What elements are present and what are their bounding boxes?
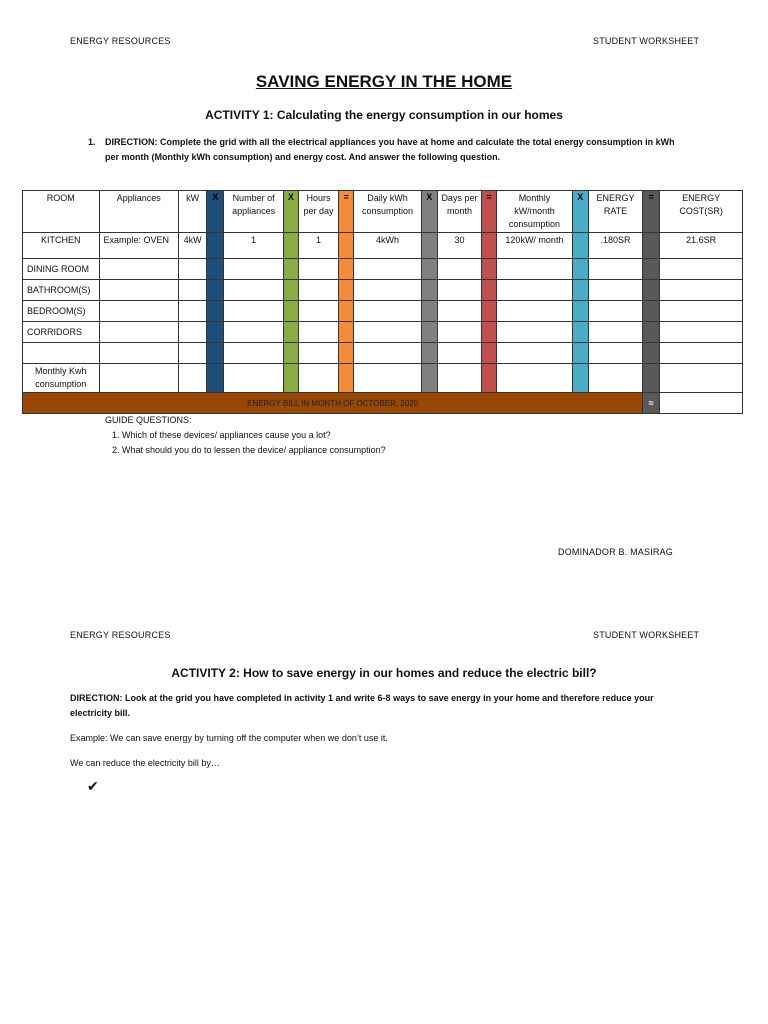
energy-bill-value[interactable] bbox=[660, 393, 743, 414]
cell-room bbox=[23, 343, 100, 364]
author-name: DOMINADOR B. MASIRAG bbox=[558, 547, 674, 557]
table-row-bill bbox=[23, 393, 743, 414]
col-header-appliances: Appliances bbox=[99, 191, 179, 233]
cell-monthly-example: 120kW/ month bbox=[497, 233, 573, 259]
table-row-example bbox=[23, 233, 743, 259]
col-header-monthly: Monthly kW/month consumption bbox=[497, 191, 573, 233]
direction-label: DIRECTION bbox=[105, 137, 155, 147]
cell-monthly-kwh-label: Monthly Kwh consumption bbox=[23, 364, 100, 393]
page2-header-left: ENERGY RESOURCES bbox=[70, 630, 171, 640]
col-header-days: Days per month bbox=[437, 191, 481, 233]
check-mark-icon: ✔ bbox=[87, 778, 99, 794]
table-row bbox=[23, 259, 743, 280]
cell-appliance-example: Example: OVEN bbox=[99, 233, 179, 259]
table-row bbox=[23, 301, 743, 322]
col-header-cost: ENERGY COST(SR) bbox=[660, 191, 743, 233]
col-header-hours: Hours per day bbox=[298, 191, 338, 233]
operator-multiply-3: X bbox=[421, 191, 437, 233]
cell-room: BEDROOM(S) bbox=[23, 301, 100, 322]
col-header-room: ROOM bbox=[23, 191, 100, 233]
direction-text-line1: Look at the grid you have completed in activity 1 and write 6-8 ways to save energy in your home and therefore reduce your bbox=[122, 693, 654, 703]
energy-consumption-grid bbox=[22, 190, 743, 414]
direction-text-line1: : Complete the grid with all the electrical appliances you have at home and calculate the total energy consumption in kWh bbox=[154, 137, 675, 147]
col-header-kw: kW bbox=[179, 191, 207, 233]
operator-multiply-1: X bbox=[207, 191, 224, 233]
table-row bbox=[23, 322, 743, 343]
col-header-rate: ENERGY RATE bbox=[588, 191, 642, 233]
table-row bbox=[23, 343, 743, 364]
operator-equals-2: = bbox=[482, 191, 497, 233]
operator-equals-1: = bbox=[339, 191, 354, 233]
activity2-title: ACTIVITY 2: How to save energy in our homes and reduce the electric bill? bbox=[171, 666, 597, 680]
direction-number: 1. bbox=[88, 137, 96, 147]
page1-header-right: STUDENT WORKSHEET bbox=[593, 36, 700, 46]
table-row-total bbox=[23, 364, 743, 393]
guide-question-item: 1. Which of these devices/ appliances cause you a lot? bbox=[122, 428, 386, 443]
guide-questions bbox=[105, 413, 386, 458]
cell-cost-example: 21.6SR bbox=[660, 233, 743, 259]
activity2-direction bbox=[70, 691, 710, 721]
cell-daily-example: 4kWh bbox=[354, 233, 421, 259]
cell-rate-example: .180SR bbox=[588, 233, 642, 259]
activity1-direction bbox=[105, 135, 725, 165]
operator-approx: ≈ bbox=[643, 393, 660, 414]
col-header-number: Number of appliances bbox=[224, 191, 283, 233]
operator-equals-3: = bbox=[643, 191, 660, 233]
col-header-daily: Daily kWh consumption bbox=[354, 191, 421, 233]
page1-header-left: ENERGY RESOURCES bbox=[70, 36, 171, 46]
guide-questions-title: GUIDE QUESTIONS: bbox=[105, 415, 192, 425]
cell-kw-example: 4kW bbox=[179, 233, 207, 259]
page-title: SAVING ENERGY IN THE HOME bbox=[255, 72, 513, 91]
direction-label: DIRECTION: bbox=[70, 693, 123, 703]
cell-hours-example: 1 bbox=[298, 233, 338, 259]
direction-text-line2: per month (Monthly kWh consumption) and energy cost. And answer the following question. bbox=[105, 152, 501, 162]
cell-room: DINING ROOM bbox=[23, 259, 100, 280]
page2-header-right: STUDENT WORKSHEET bbox=[593, 630, 700, 640]
table-row bbox=[23, 280, 743, 301]
cell-days-example: 30 bbox=[437, 233, 481, 259]
direction-text-line2: electricity bill. bbox=[70, 708, 131, 718]
cell-number-example: 1 bbox=[224, 233, 283, 259]
table-header-row bbox=[23, 191, 743, 233]
operator-multiply-2: X bbox=[283, 191, 298, 233]
answer-prompt: We can reduce the electricity bill by… bbox=[70, 758, 220, 768]
cell-room-kitchen: KITCHEN bbox=[23, 233, 100, 259]
activity1-title: ACTIVITY 1: Calculating the energy consumption in our homes bbox=[205, 108, 563, 122]
example-sentence: Example: We can save energy by turning off the computer when we don’t use it. bbox=[70, 733, 388, 743]
energy-bill-label: ENERGY BILL IN MONTH OF OCTOBER, 2020 bbox=[23, 393, 643, 414]
operator-multiply-4: X bbox=[572, 191, 588, 233]
cell-room: BATHROOM(S) bbox=[23, 280, 100, 301]
cell-room: CORRIDORS bbox=[23, 322, 100, 343]
guide-question-item: 2. What should you do to lessen the device/ appliance consumption? bbox=[122, 443, 386, 458]
